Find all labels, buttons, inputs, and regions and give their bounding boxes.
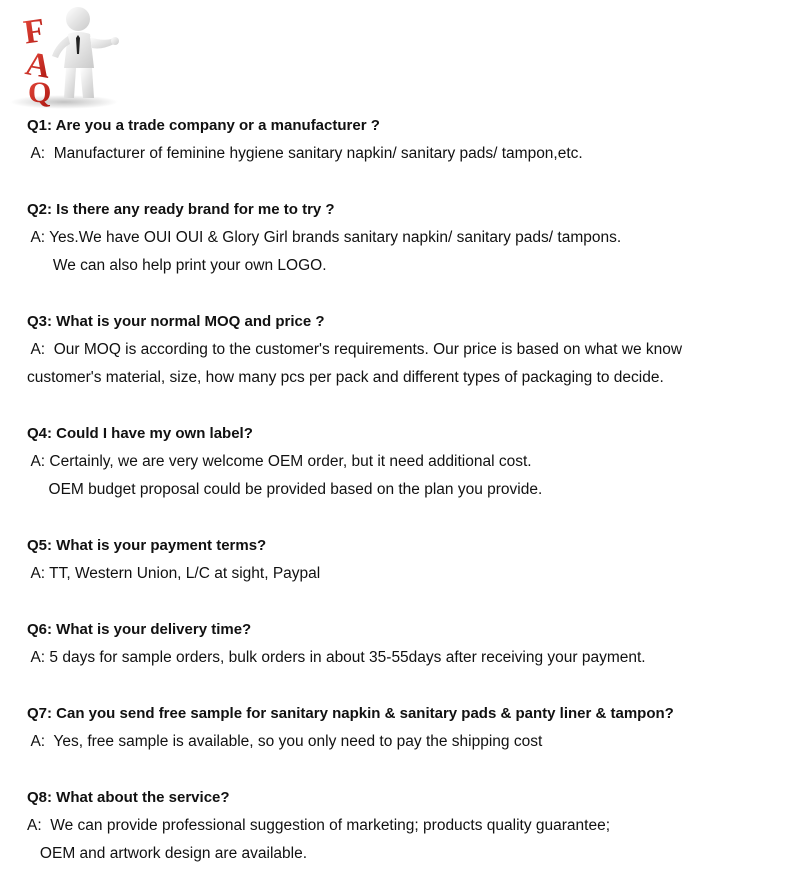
faq-answer-3-line-2: customer's material, size, how many pcs per pack and different types of packaging to decide. xyxy=(27,369,664,386)
svg-text:Q: Q xyxy=(28,76,52,109)
faq-answer-4-line-2: OEM budget proposal could be provided based on the plan you provide. xyxy=(27,481,543,498)
faq-mascot-image xyxy=(6,2,124,110)
faq-question-1: Q1: Are you a trade company or a manufacturer ? xyxy=(27,117,380,134)
faq-item-2 xyxy=(27,196,787,280)
faq-answer-1: A: Manufacturer of feminine hygiene sanitary napkin/ sanitary pads/ tampon,etc. xyxy=(27,145,583,162)
faq-answer-8-line-1: A: We can provide professional suggestion of marketing; products quality guarantee; xyxy=(27,817,611,834)
faq-item-5 xyxy=(27,532,787,588)
faq-question-4: Q4: Could I have my own label? xyxy=(27,425,253,442)
faq-list xyxy=(27,112,787,868)
faq-question-5: Q5: What is your payment terms? xyxy=(27,537,267,554)
faq-answer-5: A: TT, Western Union, L/C at sight, Paypal xyxy=(27,565,321,582)
faq-answer-6: A: 5 days for sample orders, bulk orders in about 35-55days after receiving your payment. xyxy=(27,649,646,666)
faq-answer-7: A: Yes, free sample is available, so you only need to pay the shipping cost xyxy=(27,733,543,750)
faq-item-4 xyxy=(27,420,787,504)
faq-item-3 xyxy=(27,308,787,392)
faq-answer-2-line-1: A: Yes.We have OUI OUI & Glory Girl brands sanitary napkin/ sanitary pads/ tampons. xyxy=(27,229,622,246)
faq-item-7 xyxy=(27,700,787,756)
faq-answer-2-line-2: We can also help print your own LOGO. xyxy=(27,257,327,274)
faq-answer-8-line-2: OEM and artwork design are available. xyxy=(27,845,307,862)
faq-question-2: Q2: Is there any ready brand for me to try ? xyxy=(27,201,335,218)
faq-answer-4-line-1: A: Certainly, we are very welcome OEM order, but it need additional cost. xyxy=(27,453,532,470)
faq-question-6: Q6: What is your delivery time? xyxy=(27,621,252,638)
faq-question-3: Q3: What is your normal MOQ and price ? xyxy=(27,313,325,330)
faq-item-1 xyxy=(27,112,787,168)
faq-question-7: Q7: Can you send free sample for sanitary napkin & sanitary pads & panty liner & tampon? xyxy=(27,705,674,722)
svg-text:F: F xyxy=(21,11,48,52)
faq-question-8: Q8: What about the service? xyxy=(27,789,230,806)
faq-logo xyxy=(6,2,124,110)
faq-item-6 xyxy=(27,616,787,672)
faq-item-8 xyxy=(27,784,787,868)
faq-answer-3-line-1: A: Our MOQ is according to the customer's requirements. Our price is based on what we know xyxy=(27,341,683,358)
svg-text:A: A xyxy=(22,45,54,86)
